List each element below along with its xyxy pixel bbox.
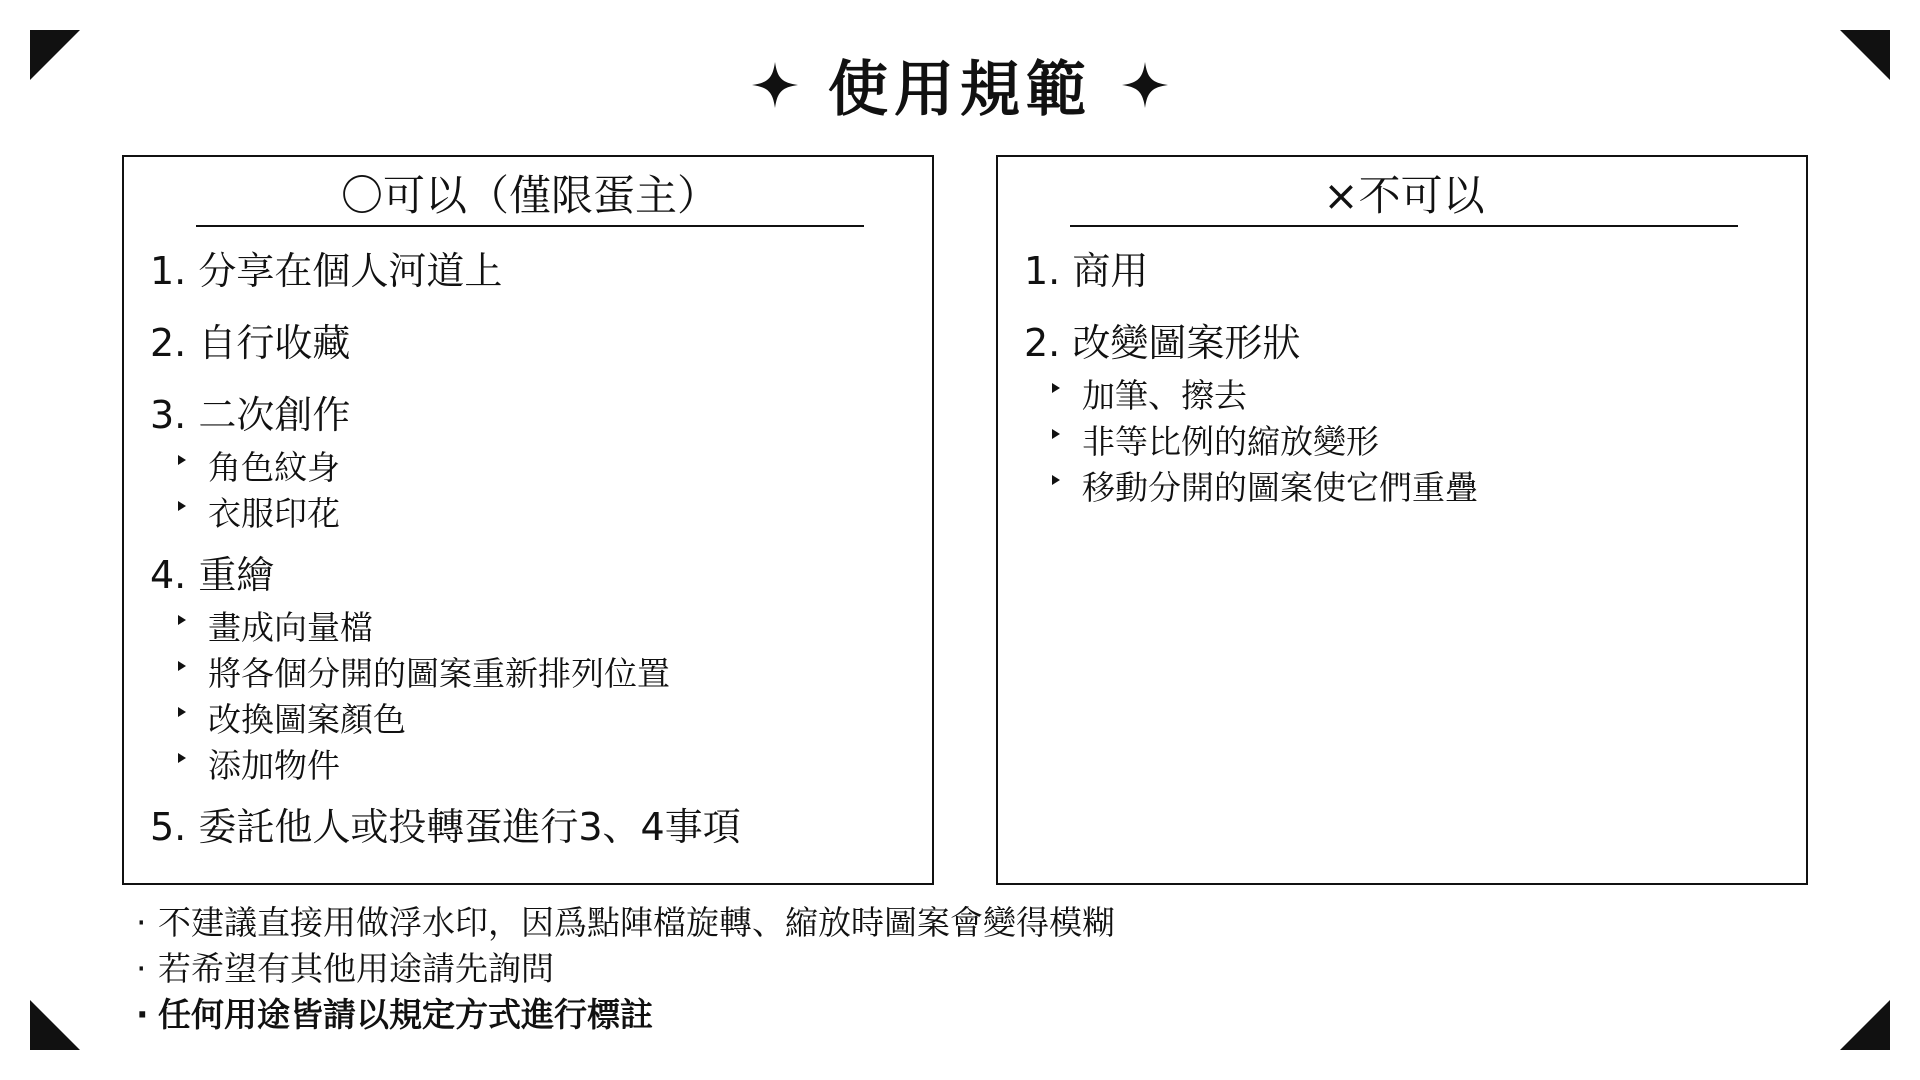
sub-list-item-label: 加筆、擦去 bbox=[1082, 376, 1247, 415]
note-bullet: · bbox=[136, 949, 147, 988]
triangle-bullet-icon bbox=[178, 661, 186, 671]
list-item-label: 1. 商用 bbox=[1024, 249, 1149, 293]
list-item bbox=[150, 551, 912, 789]
note-bullet: · bbox=[136, 903, 147, 942]
list-item bbox=[150, 319, 912, 367]
note-text: 不建議直接用做浮水印，因爲點陣檔旋轉、縮放時圖案會變得模糊 bbox=[158, 903, 1115, 942]
sub-list-item-label: 角色紋身 bbox=[208, 448, 340, 487]
sub-list bbox=[150, 445, 912, 537]
sub-list bbox=[1024, 373, 1786, 511]
page-title: 使用規範 bbox=[828, 55, 1092, 125]
forbidden-list bbox=[1024, 247, 1786, 525]
triangle-bullet-icon bbox=[178, 455, 186, 465]
note-text: 任何用途皆請以規定方式進行標註 bbox=[158, 995, 653, 1034]
list-item-label: 4. 重繪 bbox=[150, 553, 275, 597]
triangle-bullet-icon bbox=[1052, 475, 1060, 485]
note-bullet: · bbox=[136, 995, 149, 1034]
list-item-label: 1. 分享在個人河道上 bbox=[150, 249, 503, 293]
sub-list-item bbox=[178, 743, 912, 789]
corner-triangle-bottom-right bbox=[1840, 1000, 1890, 1050]
sub-list-item-label: 改換圖案顏色 bbox=[208, 700, 406, 739]
triangle-bullet-icon bbox=[178, 615, 186, 625]
sub-list-item-label: 非等比例的縮放變形 bbox=[1082, 422, 1379, 461]
sub-list-item bbox=[178, 651, 912, 697]
allowed-panel-header: 〇可以（僅限蛋主） bbox=[196, 167, 864, 227]
list-item bbox=[150, 803, 912, 851]
triangle-bullet-icon bbox=[1052, 429, 1060, 439]
triangle-bullet-icon bbox=[1052, 383, 1060, 393]
list-item bbox=[150, 247, 912, 295]
list-item-label: 5. 委託他人或投轉蛋進行3、4事項 bbox=[150, 805, 741, 849]
triangle-bullet-icon bbox=[178, 707, 186, 717]
list-item bbox=[150, 391, 912, 537]
sub-list-item bbox=[178, 445, 912, 491]
note-line bbox=[136, 900, 1115, 946]
note-text: 若希望有其他用途請先詢問 bbox=[158, 949, 554, 988]
page-title-row bbox=[0, 42, 1920, 128]
sub-list-item-label: 移動分開的圖案使它們重疊 bbox=[1082, 468, 1478, 507]
sub-list-item bbox=[178, 605, 912, 651]
sparkle-icon bbox=[1122, 62, 1168, 108]
sub-list-item-label: 衣服印花 bbox=[208, 494, 340, 533]
triangle-bullet-icon bbox=[178, 753, 186, 763]
sub-list bbox=[150, 605, 912, 789]
allowed-list bbox=[150, 247, 912, 875]
sub-list-item bbox=[178, 697, 912, 743]
sub-list-item-label: 畫成向量檔 bbox=[208, 608, 373, 647]
list-item-label: 2. 改變圖案形狀 bbox=[1024, 321, 1301, 365]
sub-list-item-label: 將各個分開的圖案重新排列位置 bbox=[208, 654, 670, 693]
corner-triangle-bottom-left bbox=[30, 1000, 80, 1050]
notes-section bbox=[136, 900, 1115, 1038]
forbidden-panel-header: ×不可以 bbox=[1070, 167, 1738, 227]
list-item-label: 3. 二次創作 bbox=[150, 393, 351, 437]
list-item bbox=[1024, 247, 1786, 295]
forbidden-panel bbox=[996, 155, 1808, 885]
list-item-label: 2. 自行收藏 bbox=[150, 321, 351, 365]
sub-list-item-label: 添加物件 bbox=[208, 746, 340, 785]
sparkle-icon bbox=[752, 62, 798, 108]
sub-list-item bbox=[1052, 465, 1786, 511]
sub-list-item bbox=[1052, 373, 1786, 419]
list-item bbox=[1024, 319, 1786, 511]
sub-list-item bbox=[1052, 419, 1786, 465]
sub-list-item bbox=[178, 491, 912, 537]
allowed-panel bbox=[122, 155, 934, 885]
triangle-bullet-icon bbox=[178, 501, 186, 511]
note-line bbox=[136, 992, 1115, 1038]
note-line bbox=[136, 946, 1115, 992]
